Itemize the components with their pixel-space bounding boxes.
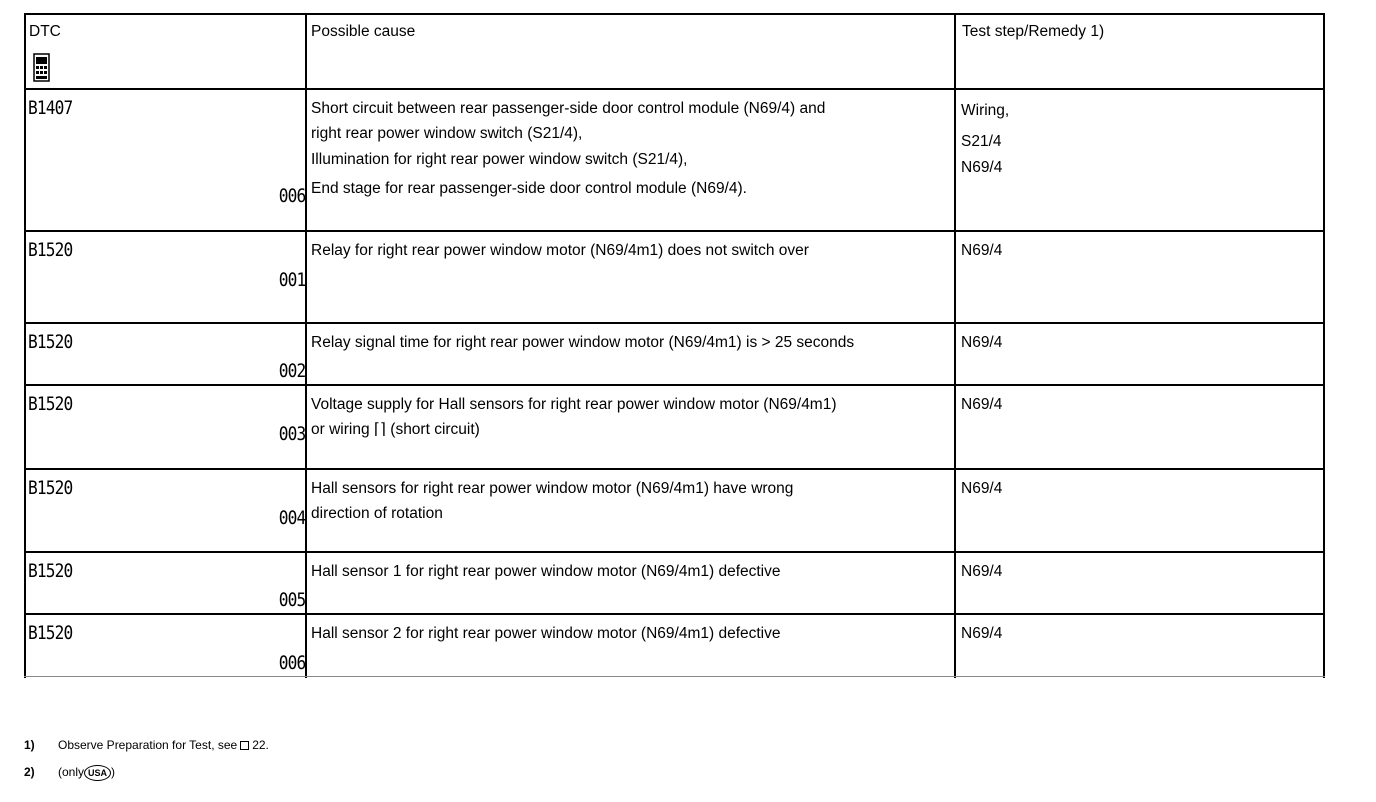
cause-line: End stage for rear passenger-side door control module (N69/4). [311,180,747,197]
remedy-line: N69/4 [961,625,1003,642]
page-reference-icon [240,741,249,750]
footnote-page: 22. [252,738,269,752]
cause-line: Voltage supply for Hall sensors for right rear power window motor (N69/4m1) [311,396,837,413]
remedy-line: N69/4 [961,396,1003,413]
dtc-table [24,13,1326,678]
footnote-text: (only [58,765,85,780]
column-divider-cause [954,13,956,678]
table-border-bottom [24,676,1325,677]
dtc-code: B1520 [28,622,73,644]
header-possible-cause: Possible cause [311,23,416,40]
dtc-subcode: 005 [278,589,305,611]
header-dtc: DTC [29,23,61,40]
cause-line: Hall sensor 2 for right rear power window motor (N69/4m1) defective [311,625,781,642]
cause-line: Hall sensor 1 for right rear power window motor (N69/4m1) defective [311,563,781,580]
dtc-subcode: 002 [278,360,305,382]
footnote-close: ) [111,765,116,780]
remedy-line: N69/4 [961,242,1003,259]
diagnostic-tester-icon [32,53,52,83]
dtc-code: B1520 [28,477,73,499]
remedy-line: Wiring, [961,102,1010,119]
cause-line: or wiring ⌈⌉ (short circuit) [311,421,480,438]
dtc-code: B1520 [28,331,73,353]
remedy-line: N69/4 [961,334,1003,351]
usa-badge-icon: USA [84,765,111,781]
footnote-text: Observe Preparation for Test, see [58,738,238,752]
row-divider [24,551,1325,553]
cause-line: Relay signal time for right rear power window motor (N69/4m1) is > 25 seconds [311,334,855,351]
table-border-top [24,13,1325,15]
remedy-line: N69/4 [961,563,1003,580]
dtc-code: B1407 [28,97,73,119]
cause-line: direction of rotation [311,505,443,522]
dtc-code: B1520 [28,239,73,261]
dtc-code: B1520 [28,560,73,582]
remedy-line: S21/4 [961,133,1002,150]
header-test-step-remedy: Test step/Remedy 1) [962,23,1105,40]
dtc-subcode: 004 [278,507,305,529]
remedy-line: N69/4 [961,480,1003,497]
row-divider [24,88,1325,90]
dtc-subcode: 006 [278,185,305,207]
remedy-line: N69/4 [961,159,1003,176]
cause-line: right rear power window switch (S21/4), [311,125,583,142]
dtc-subcode: 003 [278,423,305,445]
cause-line: Hall sensors for right rear power window motor (N69/4m1) have wrong [311,480,794,497]
cause-line: Relay for right rear power window motor (N69/4m1) does not switch over [311,242,809,259]
row-divider [24,468,1325,470]
dtc-subcode: 001 [278,269,305,291]
footnote-number: 2) [24,765,35,780]
row-divider [24,230,1325,232]
cause-line: Short circuit between rear passenger-side door control module (N69/4) and [311,100,826,117]
dtc-subcode: 006 [278,652,305,674]
row-divider [24,384,1325,386]
row-divider [24,322,1325,324]
table-border-left [24,13,26,678]
row-divider [24,613,1325,615]
footnote-1 [24,738,269,752]
dtc-code: B1520 [28,393,73,415]
cause-line: Illumination for right rear power window switch (S21/4), [311,151,688,168]
table-border-right [1323,13,1325,678]
footnote-2 [24,765,115,781]
column-divider-dtc [305,13,307,678]
footnote-number: 1) [24,738,35,752]
